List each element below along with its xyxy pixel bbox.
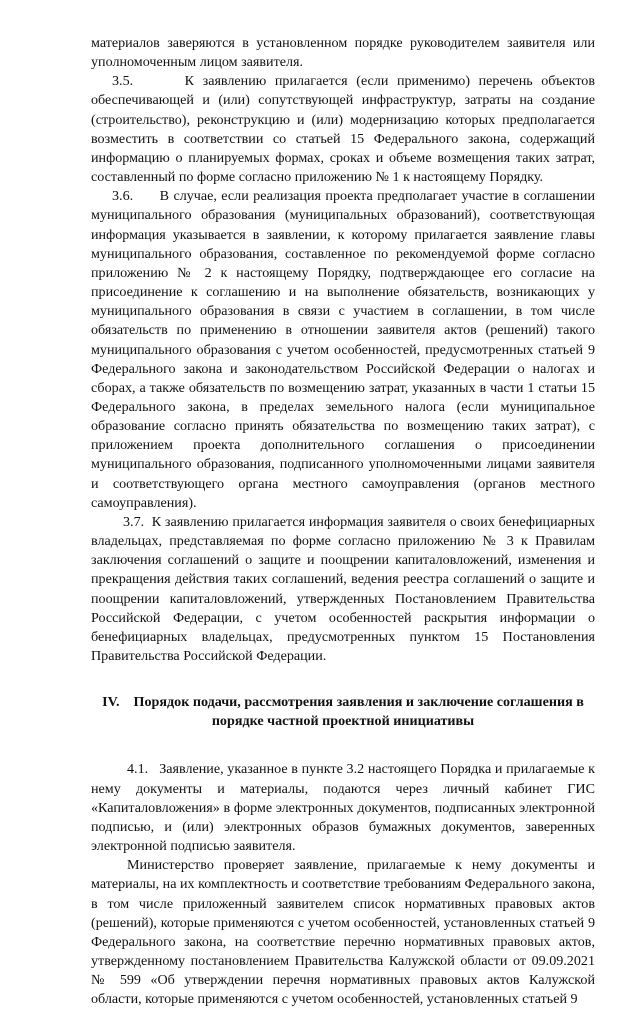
section-title: Порядок подачи, рассмотрения заявления и заключение соглашения в порядке частной проектной инициативы (133, 694, 584, 730)
paragraph-3-7: 3.7. К заявлению прилагается информация заявителя о своих бенефициарных владельцах, представляемая по форме согласно приложению № 3 к Правилам заключения соглашений о защите и поощрении капиталовложений, изменения и прекращения действия таких соглашений, ведения реестра соглашений о защите и поощрении капиталовложений, утвержденных Постановлением Правительства Российской Федерации, с учетом особенностей раскрытия информации о бенефициарных владельцах, предусмотренных пунктом 15 Постановления Правительства Российской Федерации. (91, 513, 595, 664)
section-number: IV. (102, 694, 120, 711)
paragraph-4-1: 4.1. Заявление, указанное в пункте 3.2 настоящего Порядка и прилагаемые к нему документы и материалы, подаются через личный кабинет ГИС «Капиталовложения» в форме электронных документов, подписанных электронной подписью, и (или) электронных образов бумажных документов, заверенных электронной подписью заявителя. (91, 761, 595, 855)
paragraph-3-6: 3.6. В случае, если реализация проекта предполагает участие в соглашении муниципального образования (муниципальных образований), соответствующая информация указывается в заявлении, к которому прилагается заявление главы муниципального образования, составленное по рекомендуемой форме согласно приложению № 2 к настоящему Порядку, подтверждающее его согласие на присоединение к соглашению и на выполнение обязательств, возникающих у муниципального образования в связи с участием в соглашении, в том числе обязательств по применению в отношении заявителя актов (решений) такого муниципального образования с учетом особенностей, предусмотренных статьей 9 Федерального закона и законодательством Российской Федерации о налогах и сборах, а также обязательств по возмещению затрат, указанных в части 1 статьи 15 Федерального закона, в пределах земельного налога (если муниципальное образование согласно принять обязательства по возмещению таких затрат), с приложением проекта дополнительного соглашения о присоединении муниципального образования, подписанного уполномоченными лицами заявителя и соответствующего органа местного самоуправления (органов местного самоуправления). (91, 188, 595, 511)
section-heading (91, 693, 595, 731)
paragraph-3-5: 3.5. К заявлению прилагается (если применимо) перечень объектов обеспечивающей и (или) сопутствующей инфраструктур, затраты на создание (строительство), реконструкцию и (или) модернизацию которых предполагается возместить в соответствии со статьей 15 Федерального закона, содержащий информацию о планируемых формах, сроках и объеме возмещения таких затрат, составленный по форме согласно приложению № 1 к настоящему Порядку. (91, 73, 595, 186)
paragraph-continuation: материалов заверяются в установленном порядке руководителем заявителя или уполномоченным лицом заявителя. (91, 35, 595, 71)
paragraph-ministry-check: Министерство проверяет заявление, прилагаемые к нему документы и материалы, на их комплектность и соответствие требованиям Федерального закона, в том числе приложенный заявителем список нормативных правовых актов (решений), которые применяются с учетом особенностей, установленных статьей 9 Федерального закона, на соответствие перечню нормативных правовых актов, утвержденному постановлением Правительства Калужской области от 09.09.2021 № 599 «Об утверждении перечня нормативных правовых актов Калужской области, которые применяются с учетом особенностей, установленных статьей 9 (91, 857, 595, 1008)
